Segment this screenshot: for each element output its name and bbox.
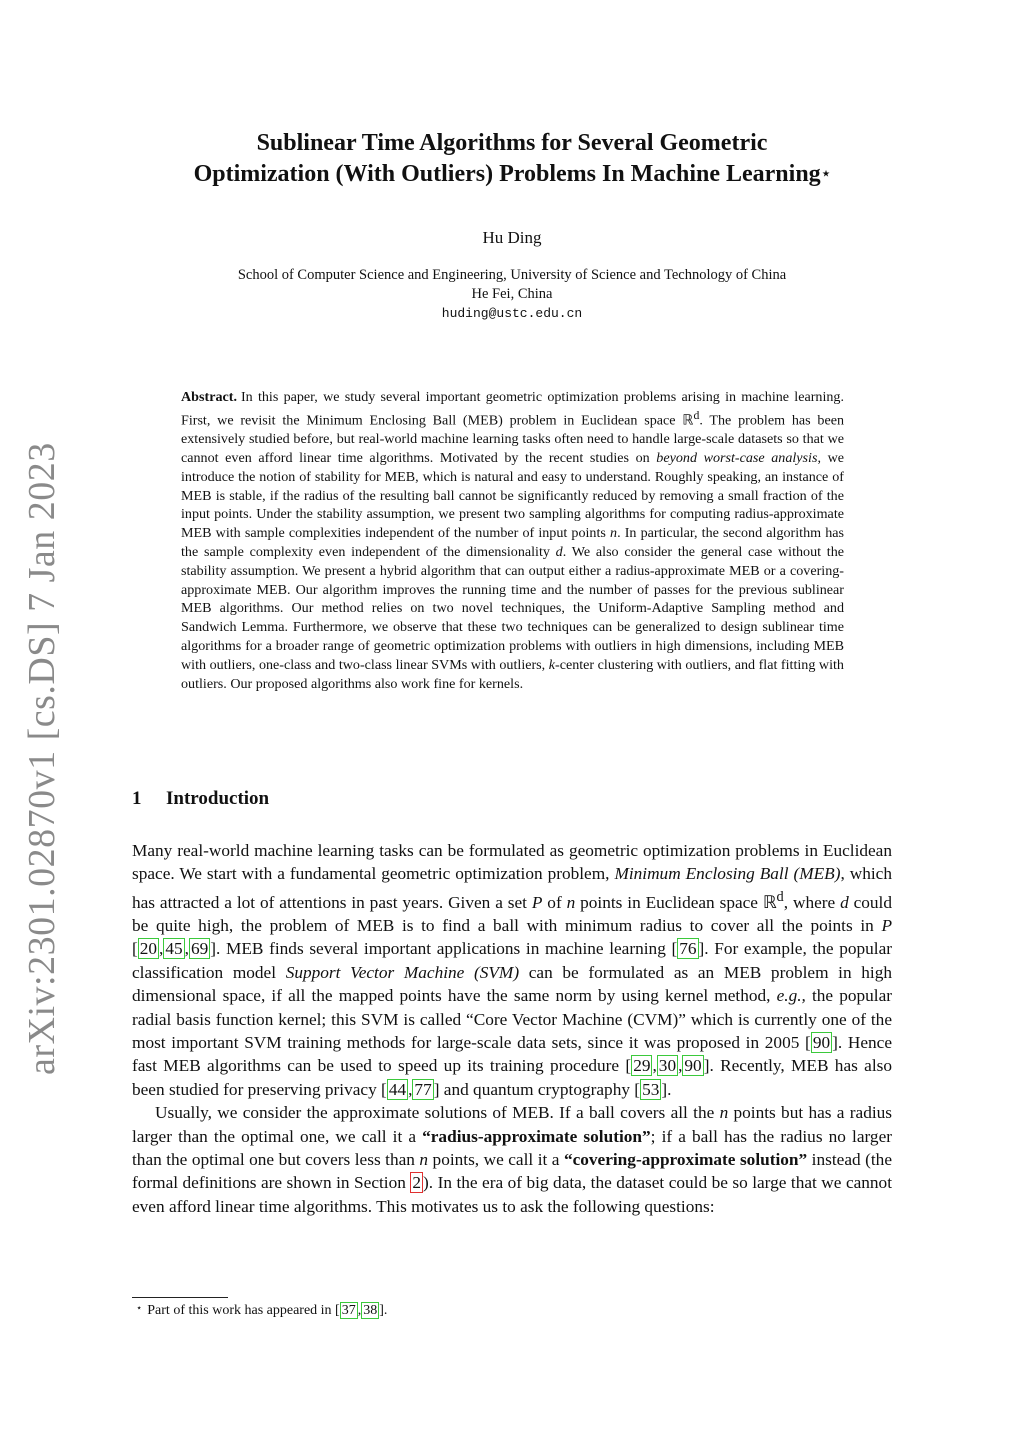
- section-number: 1: [132, 788, 142, 809]
- paper-title: [100, 128, 924, 190]
- title-line-1: Sublinear Time Algorithms for Several Geometric: [256, 130, 768, 156]
- affiliation-line-2: He Fei, China: [471, 286, 553, 302]
- author-name: Hu Ding: [482, 228, 542, 247]
- citation-link[interactable]: 45: [165, 939, 183, 959]
- citation-link[interactable]: 90: [812, 1033, 831, 1053]
- section-title: Introduction: [166, 788, 270, 809]
- abstract-label: Abstract.: [181, 389, 237, 405]
- citation-link[interactable]: 29: [633, 1056, 651, 1076]
- section-heading-introduction: [132, 788, 269, 810]
- footnote-mark: ⋆: [136, 1303, 143, 1314]
- footnote-divider: [132, 1297, 228, 1298]
- citation-link[interactable]: 76: [679, 939, 697, 959]
- abstract: Abstract. In this paper, we study several important geometric optimization problems arising in machine learning. First, we revisit the Minimum Enclosing Ball (MEB) problem in Euclidean space ℝ$^d$. The problem has been extensively studied before, but real-world machine learning tasks often need to handle large-scale datasets so that we cannot even afford linear time algorithms. Motivated by the recent studies on beyond worst-case analysis, we introduce the notion of stability for MEB, which is natural and easy to understand. Roughly speaking, an instance of MEB is stable, if the radius of the resulting ball cannot be significantly reduced by removing a small fraction of the input points. Under the stability assumption, we present two sampling algorithms for computing radius-approximate MEB with sample complexities independent of the number of input points n. In particular, the second algorithm has the sample complexity even independent of the dimensionality d. We also consider the general case without the stability assumption. We present a hybrid algorithm that can output either a radius-approximate MEB or a covering-approximate MEB. Our algorithm improves the running time and the number of passes for the previous sublinear MEB algorithms. Our method relies on two novel techniques, the Uniform-Adaptive Sampling method and Sandwich Lemma. Furthermore, we observe that these two techniques can be generalized to design sublinear time algorithms for a broader range of geometric optimization problems with outliers in high dimensions, including MEB with outliers, one-class and two-class linear SVMs with outliers, k-center clustering with outliers, and flat fitting with outliers. Our proposed algorithms also work fine for kernels.: [181, 389, 845, 692]
- citation-link[interactable]: 30: [658, 1056, 677, 1076]
- title-footnote-mark: ⋆: [821, 167, 831, 182]
- citation-link[interactable]: 38: [363, 1303, 378, 1318]
- citation-link[interactable]: 53: [642, 1079, 660, 1099]
- citation-link[interactable]: 77: [414, 1079, 432, 1099]
- section-ref-link[interactable]: 2: [412, 1173, 422, 1193]
- citation-link[interactable]: 20: [139, 939, 158, 959]
- citation-link[interactable]: 44: [388, 1079, 407, 1099]
- citation-link[interactable]: 37: [341, 1303, 356, 1318]
- arxiv-identifier: arXiv:2301.02870v1 [cs.DS] 7 Jan 2023: [21, 442, 63, 1075]
- citation-link[interactable]: 90: [684, 1056, 702, 1076]
- affiliation: [100, 266, 924, 323]
- citation-link[interactable]: 69: [190, 939, 209, 959]
- author-email[interactable]: huding@ustc.edu.cn: [441, 306, 583, 321]
- footnote: ⋆ Part of this work has appeared in [ 37 , 38 ].: [136, 1303, 388, 1318]
- introduction-body: [132, 839, 892, 1218]
- paragraph-2: Usually, we consider the approximate solutions of MEB. If a ball covers all the n points but has a radius larger than the optimal one, we call it a “radius-approximate solution”; if a ball has the radius no larger than the optimal one but covers less than n points, we call it a “covering-approximate solution” instead (the formal definitions are shown in Section 2 ). In the era of big data, the dataset could be so large that we cannot even afford linear time algorithms. This motivates us to ask the following questions:: [132, 1103, 893, 1216]
- affiliation-line-1: School of Computer Science and Engineering, University of Science and Technology of China: [237, 267, 787, 283]
- title-line-2: Optimization (With Outliers) Problems In Machine Learning⋆: [193, 161, 831, 187]
- paragraph-1: Many real-world machine learning tasks can be formulated as geometric optimization problems in Euclidean space. We start with a fundamental geometric optimization problem, Minimum Enclosing Ball (MEB), which has attracted a lot of attentions in past years. Given a set P of n points in Euclidean space ℝ$^d$, where d could be quite high, the problem of MEB is to find a ball with minimum radius to cover all the points in P [ 20 , 45 , 69 ]. MEB finds several important applications in machine learning [ 76 ]. For example, the popular classification model Support Vector Machine (SVM) can be formulated as an MEB problem in high dimensional space, if all the mapped points have the same norm by using kernel method, e.g., the popular radial basis function kernel; this SVM is called “Core Vector Machine (CVM)” which is currently one of the most important SVM training methods for large-scale data sets, since it was proposed in 2005 [ 90 ]. Hence fast MEB algorithms can be used to speed up its training procedure [ 29 , 30 , 90 ]. Recently, MEB has also been studied for preserving privacy [ 44 , 77 ] and quantum cryptography [ 53 ].: [132, 841, 893, 1099]
